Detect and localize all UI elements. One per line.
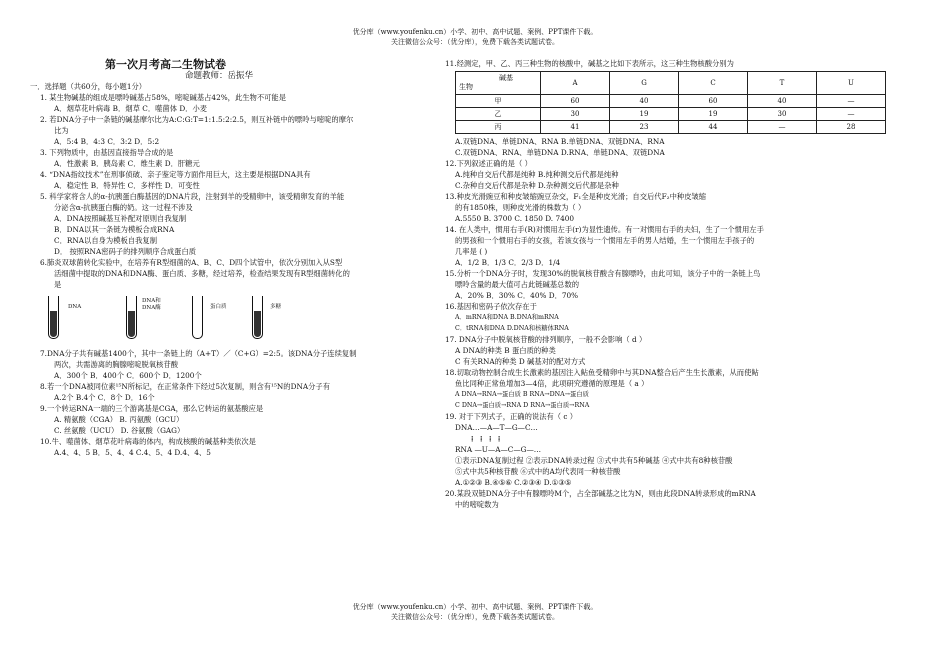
question-line: 的有1850株，则种皮光滑的株数为（ ） bbox=[455, 203, 586, 212]
question-line: 分泌含α-抗胰蛋白酶的奶。这一过程不涉及 bbox=[54, 203, 193, 212]
section-heading: 一．选择题（共60分，每小题1分） bbox=[30, 82, 147, 91]
option-line: A.2个 B.4个 C．8个 D．16个 bbox=[54, 393, 155, 402]
question-line: 中的嘧啶数为 bbox=[455, 500, 499, 509]
option-line: A DNA→RNA→蛋白质 B RNA→DNA→蛋白质 bbox=[455, 391, 589, 398]
option-line: A.纯种自交后代都是纯种 B.纯种测交后代都是纯种 bbox=[455, 170, 619, 179]
table-row bbox=[456, 108, 886, 121]
option-line: A．20% B．30% C．40% D．70% bbox=[455, 291, 579, 300]
header-line-1: 优分库（www.youfenku.cn）小学、初中、高中试题、案例、PPT课件下载。 bbox=[352, 28, 598, 36]
option-line: C. 丝氨酸（UCU） D. 谷氨酸（GAG） bbox=[54, 426, 185, 435]
table-row-label: 乙 bbox=[456, 108, 541, 121]
question-line: 14. 在人类中，惯用右手(R)对惯用左手(r)为显性遗传。有一对惯用右手的夫妇，生了一个惯用左手 bbox=[445, 225, 764, 234]
question-line: 嘌呤含量的最大值可占此链碱基总数的 bbox=[455, 280, 580, 289]
option-line: C．tRNA和DNA D.DNA和核糖体RNA bbox=[455, 325, 569, 332]
table-header-cell: A bbox=[541, 72, 610, 95]
question-line: 16.基因和密码子依次存在于 bbox=[445, 302, 537, 311]
question-line: 18.切取动物控制合成生长激素的基因注入鲇鱼受精卵中与其DNA整合后产生生长激素，从而使鲇 bbox=[445, 368, 759, 377]
test-tube-b bbox=[126, 296, 137, 339]
question-line: 4. “DNA指纹技术”在刑事侦破、亲子鉴定等方面作用巨大，这主要是根据DNA具有 bbox=[40, 170, 311, 179]
option-line: A．mRNA和DNA B.DNA和mRNA bbox=[455, 314, 559, 321]
question-line: 两次，共需游离的胸腺嘧啶脱氧核苷酸 bbox=[54, 360, 179, 369]
option-line: A. 精氨酸（CGA） B. 丙氨酸（GCU） bbox=[54, 415, 184, 424]
question-line: 6.肺炎双球菌转化实验中，在培养有R型细菌的A、B、C、D四个试管中，依次分别加入从S型 bbox=[40, 258, 343, 267]
option-line: A.5550 B. 3700 C. 1850 D. 7400 bbox=[455, 214, 575, 223]
table-cell: 30 bbox=[748, 108, 817, 121]
test-tube-d bbox=[252, 296, 263, 339]
option-line: A．烟草花叶病毒 B．烟草 C．噬菌体 D．小麦 bbox=[54, 104, 208, 113]
tube-label: 多糖 bbox=[270, 304, 282, 310]
table-header-cell: C bbox=[679, 72, 748, 95]
table-cell: 23 bbox=[610, 121, 679, 134]
option-line: C DNA→蛋白质→RNA D RNA→蛋白质→RNA bbox=[455, 402, 590, 409]
exam-title: 第一次月考高二生物试卷 bbox=[105, 58, 226, 71]
option-line: A．性激素 B．胰岛素 C．维生素 D．肝糖元 bbox=[54, 159, 200, 168]
table-cell: 40 bbox=[610, 95, 679, 108]
formula-dna-line: DNA…—A—T—G—C… bbox=[455, 423, 538, 432]
corner-top-label: 碱基 bbox=[499, 74, 513, 82]
page-header bbox=[0, 27, 950, 47]
table-corner-cell bbox=[456, 72, 541, 95]
table-cell: 40 bbox=[748, 95, 817, 108]
question-line: 20.某段双链DNA分子中有腺嘌呤M个，占全部碱基之比为N，则由此段DNA转录形成的mRNA bbox=[445, 489, 756, 498]
question-line: 10.牛、噬菌体、烟草花叶病毒的体内，构成核酸的碱基种类依次是 bbox=[40, 437, 256, 446]
table-header-row bbox=[456, 72, 886, 95]
table-header-cell: U bbox=[817, 72, 886, 95]
table-cell: — bbox=[817, 95, 886, 108]
header-line-2: 关注微信公众号：（优分库），免费下载各类试题试卷。 bbox=[391, 38, 559, 46]
question-line: 13.种皮光滑豌豆和种皮皱缩豌豆杂交，F₁全是种皮光滑；自交后代F₂中种皮皱缩 bbox=[445, 192, 707, 201]
question-line: 9.一个转运RNA一端的三个游离基是CGA，那么它转运的氨基酸应是 bbox=[40, 404, 264, 413]
question-line: 15.分析一个DNA分子时，发现30%的脱氧核苷酸含有腺嘌呤，由此可知，该分子中的一条链上鸟 bbox=[445, 269, 761, 278]
table-cell: 19 bbox=[610, 108, 679, 121]
table-row-label: 丙 bbox=[456, 121, 541, 134]
question-line: 12.下列叙述正确的是（ ） bbox=[445, 159, 532, 168]
table-cell: 19 bbox=[679, 108, 748, 121]
option-line: A.4、4、5 B．5、4、4 C.4、5、4 D.4、4、5 bbox=[54, 448, 211, 457]
table-cell: — bbox=[748, 121, 817, 134]
question-line: 17. DNA分子中脱氧核苷酸的排列顺序，一般不会影响（ d ） bbox=[445, 335, 647, 344]
option-line: A.双链DNA、单链DNA、RNA B.单链DNA、双链DNA、RNA bbox=[455, 137, 665, 146]
formula-pairing-line: ⁞ ⁞ ⁞ ⁞ bbox=[471, 434, 503, 443]
table-cell: 60 bbox=[679, 95, 748, 108]
exam-teacher: 命题教师：岳振华 bbox=[185, 71, 254, 81]
question-line: 5. 科学家将含人的α-抗胰蛋白酶基因的DNA片段，注射到羊的受精卵中，该受精卵发育的羊能 bbox=[40, 192, 345, 201]
table-cell: 30 bbox=[541, 108, 610, 121]
statement-line: ⑤式中共5种核苷酸 ⑥式中的A均代表同一种核苷酸 bbox=[455, 467, 621, 476]
test-tube-diagram bbox=[42, 294, 322, 346]
footer-line-2: 关注微信公众号：（优分库），免费下载各类试题试卷。 bbox=[391, 613, 559, 621]
right-column bbox=[445, 58, 915, 510]
question-line: 是 bbox=[54, 280, 62, 289]
option-line: C.双链DNA、RNA、单链DNA D.RNA、单链DNA、双链DNA bbox=[455, 148, 665, 157]
table-header-cell: T bbox=[748, 72, 817, 95]
table-cell: — bbox=[817, 108, 886, 121]
tube-label: DNA bbox=[68, 304, 82, 310]
option-line: A．稳定性 B．特异性 C．多样性 D．可变性 bbox=[54, 181, 200, 190]
test-tube-a bbox=[48, 296, 59, 339]
option-line: A．300个 B．400个 C．600个 D．1200个 bbox=[54, 371, 202, 380]
table-row-label: 甲 bbox=[456, 95, 541, 108]
test-tube-c bbox=[192, 296, 203, 339]
option-line: A．DNA按照碱基互补配对原则自我复制 bbox=[54, 214, 187, 223]
table-header-cell: G bbox=[610, 72, 679, 95]
tube-label: DNA和 DNA酶 bbox=[142, 298, 161, 311]
corner-bottom-label: 生物 bbox=[459, 83, 473, 91]
question-line: 8.若一个DNA被同位素¹⁵N所标记，在正常条件下经过5次复制，则含有¹⁵N的DNA分子有 bbox=[40, 382, 330, 391]
table-row bbox=[456, 121, 886, 134]
question-line: 鱼比同种正常鱼增加3—4倍，此项研究遵循的原理是（ a ） bbox=[455, 379, 649, 388]
option-line: A．5:4 B．4:3 C．3:2 D．5:2 bbox=[54, 137, 160, 146]
formula-rna-line: RNA —U—A—C—G—… bbox=[455, 445, 542, 454]
footer-line-1: 优分库（www.youfenku.cn）小学、初中、高中试题、案例、PPT课件下载。 bbox=[352, 603, 598, 611]
base-ratio-table bbox=[455, 71, 886, 134]
statement-line: ①表示DNA复制过程 ②表示DNA转录过程 ③式中共有5种碱基 ④式中共有8种核苷酸 bbox=[455, 456, 733, 465]
page-footer bbox=[0, 602, 950, 622]
question-line: 活细菌中提取的DNA和DNA酶、蛋白质、多糖，经过培养，检查结果发现有R型细菌转化的 bbox=[54, 269, 350, 278]
question-line: 7.DNA分子共有碱基1400个，其中一条链上的（A+T）／（C+G）=2:5。该DNA分子连续复制 bbox=[40, 349, 357, 358]
question-line: 11.经测定，甲、乙、丙三种生物的核酸中，碱基之比如下表所示，这三种生物核酸分别为 bbox=[445, 59, 734, 68]
table-cell: 44 bbox=[679, 121, 748, 134]
option-line: A．1/2 B．1/3 C．2/3 D．1/4 bbox=[455, 258, 561, 267]
table-cell: 41 bbox=[541, 121, 610, 134]
question-line: 的男孩和一个惯用右手的女孩，若该女孩与一个惯用左手的男人结婚，生一个惯用左手孩子的 bbox=[455, 236, 755, 245]
table-row bbox=[456, 95, 886, 108]
option-line: D． 按照RNA密码子的排列顺序合成蛋白质 bbox=[54, 247, 197, 256]
option-line: C.杂种自交后代都是杂种 D.杂种测交后代都是杂种 bbox=[455, 181, 619, 190]
left-column bbox=[30, 81, 440, 458]
question-line: 1. 某生物碱基的组成是嘌呤碱基占58%，嘧啶碱基占42%，此生物不可能是 bbox=[40, 93, 287, 102]
question-line: 19. 对于下列式子，正确的说法有（ c ） bbox=[445, 412, 578, 421]
option-line: B．DNA以其一条链为模板合成RNA bbox=[54, 225, 175, 234]
option-line: C．RNA以自身为模板自我复制 bbox=[54, 236, 157, 245]
question-line: 比为 bbox=[54, 126, 69, 135]
option-line: A DNA的种类 B 蛋白质的种类 bbox=[455, 346, 556, 355]
tube-label: 蛋白质 bbox=[210, 304, 227, 310]
table-cell: 28 bbox=[817, 121, 886, 134]
question-line: 3. 下列物质中，由基因直接指导合成的是 bbox=[40, 148, 174, 157]
question-line: 几率是 ( ) bbox=[455, 247, 488, 256]
option-line: C 有关RNA的种类 D 碱基对的配对方式 bbox=[455, 357, 586, 366]
question-line: 2. 若DNA分子中一条链的碱基摩尔比为A:C:G:T=1:1.5:2:2.5，则互补链中的嘌呤与嘧啶的摩尔 bbox=[40, 115, 354, 124]
option-line: A.①②③ B.④⑤⑥ C.②③④ D.①③⑤ bbox=[455, 478, 572, 487]
table-cell: 60 bbox=[541, 95, 610, 108]
